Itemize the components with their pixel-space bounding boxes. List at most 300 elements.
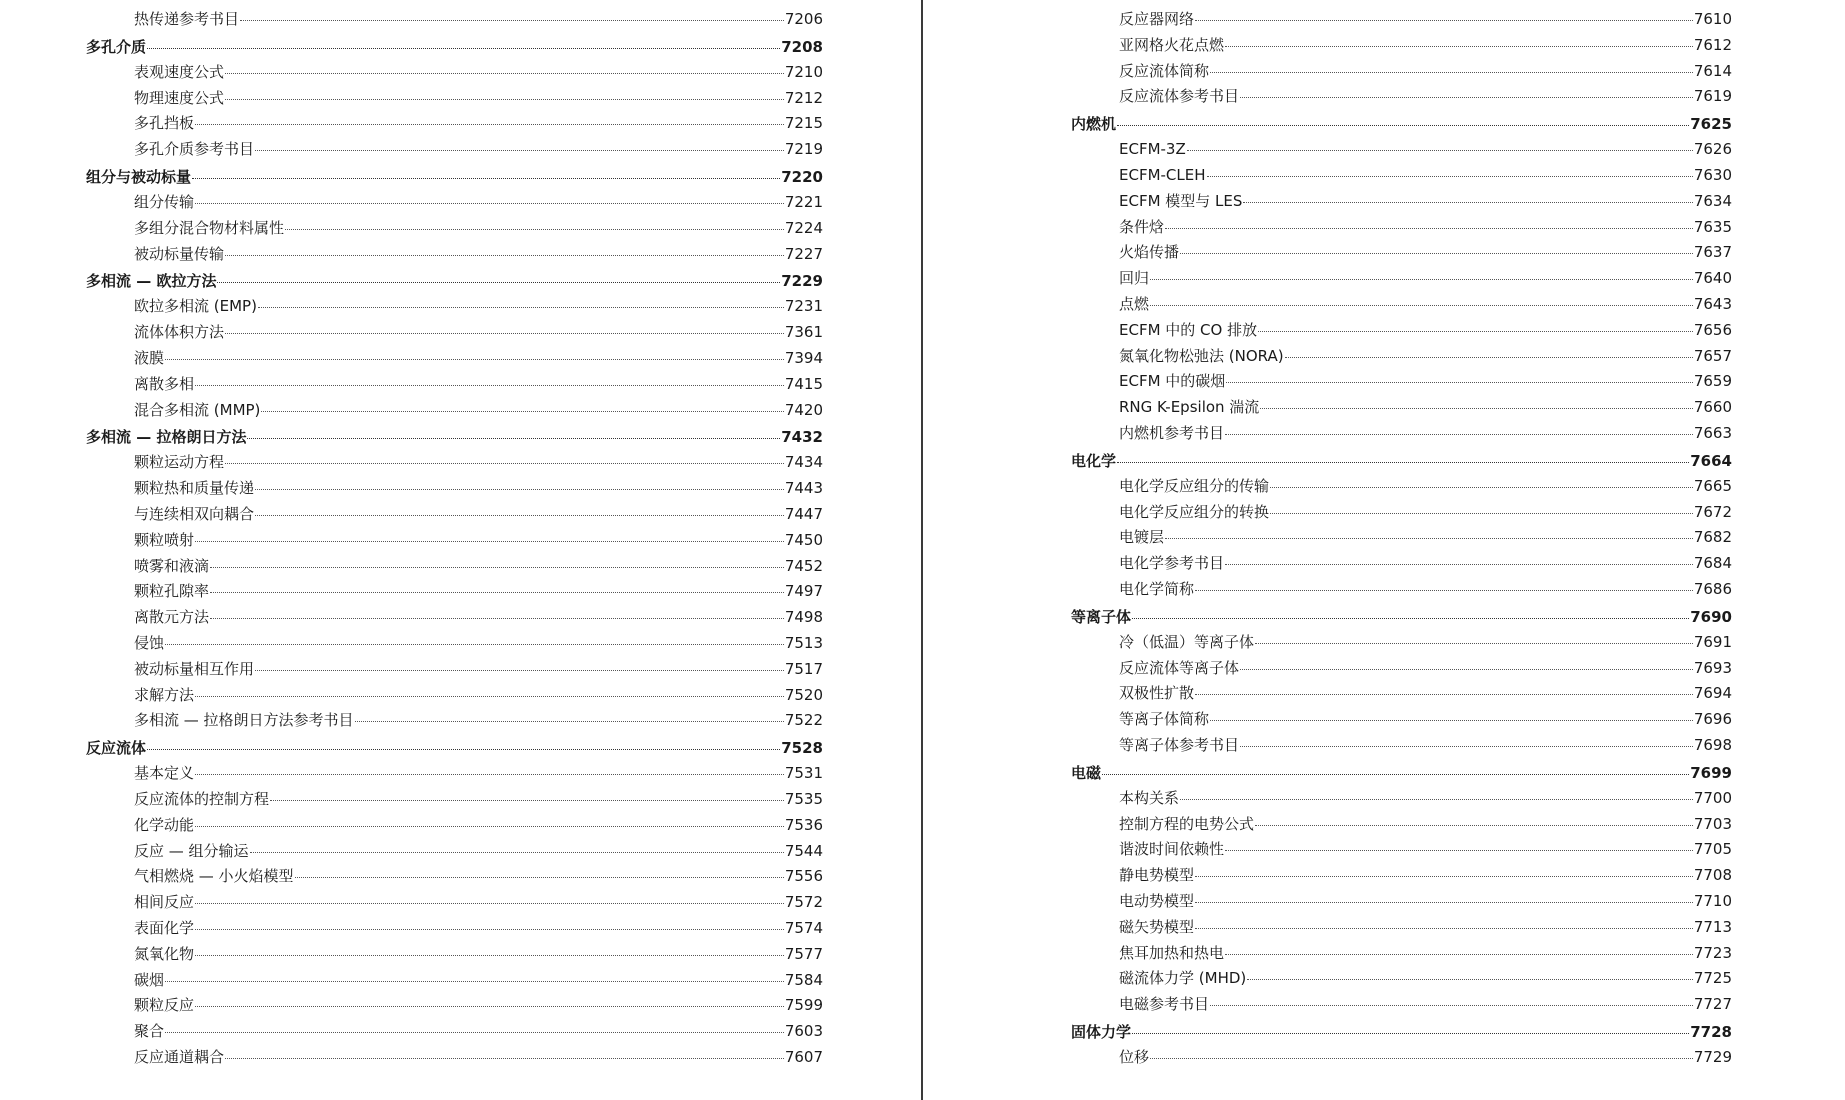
dot-leader [1225, 954, 1693, 955]
toc-entry-label: 磁流体力学 (MHD) [1119, 969, 1247, 988]
toc-entry-label: 氮氧化物 [134, 944, 195, 963]
toc-subsection-entry[interactable] [1071, 707, 1732, 733]
dot-leader [195, 955, 784, 956]
toc-entry-label: 欧拉多相流 (EMP) [134, 297, 257, 316]
toc-page-number: 7498 [784, 608, 823, 627]
toc-entry-label: 多孔介质 [86, 37, 147, 56]
toc-subsection-entry[interactable] [86, 1019, 823, 1045]
toc-subsection-entry[interactable] [86, 839, 823, 865]
toc-entry-label: 组分与被动标量 [86, 167, 192, 186]
toc-entry-label: 多相流 — 拉格朗日方法 [86, 428, 247, 447]
toc-subsection-entry[interactable] [86, 294, 823, 320]
toc-subsection-entry[interactable] [1071, 941, 1732, 967]
toc-subsection-entry[interactable] [86, 111, 823, 137]
toc-subsection-entry[interactable] [86, 346, 823, 372]
toc-section-entry[interactable] [1071, 110, 1732, 137]
toc-page-number: 7710 [1693, 891, 1732, 910]
toc-page-number: 7612 [1693, 35, 1732, 54]
dot-leader [1117, 125, 1689, 126]
toc-page-number: 7663 [1693, 423, 1732, 442]
toc-page-number: 7635 [1693, 217, 1732, 236]
toc-subsection-entry[interactable] [1071, 395, 1732, 421]
dot-leader [1180, 799, 1693, 800]
dot-leader [1270, 487, 1693, 488]
dot-leader [225, 255, 784, 256]
toc-section-entry[interactable] [1071, 1018, 1732, 1045]
toc-entry-label: 反应流体简称 [1119, 61, 1210, 80]
toc-subsection-entry[interactable] [86, 60, 823, 86]
toc-page-number: 7708 [1693, 866, 1732, 885]
toc-page-number: 7528 [781, 739, 823, 758]
toc-subsection-entry[interactable] [86, 86, 823, 112]
toc-subsection-entry[interactable] [86, 476, 823, 502]
toc-subsection-entry[interactable] [86, 7, 823, 33]
dot-leader [1243, 202, 1692, 203]
toc-section-entry[interactable] [1071, 759, 1732, 786]
toc-subsection-entry[interactable] [86, 683, 823, 709]
dot-leader [255, 150, 784, 151]
dot-leader [1150, 1058, 1693, 1059]
toc-page-number: 7659 [1693, 372, 1732, 391]
toc-subsection-entry[interactable] [86, 137, 823, 163]
dot-leader [1240, 669, 1693, 670]
toc-entry-label: 颗粒反应 [134, 996, 195, 1015]
dot-leader [225, 73, 784, 74]
toc-entry-label: ECFM-3Z [1119, 140, 1186, 159]
toc-entry-label: 颗粒热和质量传递 [134, 479, 255, 498]
toc-subsection-entry[interactable] [1071, 863, 1732, 889]
dot-leader [195, 541, 784, 542]
toc-subsection-entry[interactable] [1071, 163, 1732, 189]
toc-section-entry[interactable] [86, 423, 823, 450]
dot-leader [217, 282, 780, 283]
toc-subsection-entry[interactable] [1071, 421, 1732, 447]
toc-entry-label: 内燃机 [1071, 115, 1117, 134]
dot-leader [1210, 72, 1693, 73]
toc-entry-label: 电化学反应组分的转换 [1119, 502, 1270, 521]
dot-leader [247, 438, 780, 439]
toc-page-number: 7607 [784, 1047, 823, 1066]
dot-leader [1150, 305, 1693, 306]
toc-page-number: 7672 [1693, 502, 1732, 521]
toc-subsection-entry[interactable] [1071, 786, 1732, 812]
toc-page-number: 7634 [1693, 191, 1732, 210]
toc-subsection-entry[interactable] [86, 993, 823, 1019]
toc-entry-label: 反应流体参考书目 [1119, 87, 1240, 106]
toc-subsection-entry[interactable] [1071, 240, 1732, 266]
toc-subsection-entry[interactable] [86, 190, 823, 216]
toc-page-number: 7630 [1693, 165, 1732, 184]
toc-entry-label: 谐波时间依赖性 [1119, 840, 1225, 859]
toc-section-entry[interactable] [1071, 603, 1732, 630]
toc-page-number: 7664 [1690, 451, 1732, 470]
toc-page-number: 7513 [784, 633, 823, 652]
dot-leader [240, 20, 784, 21]
dot-leader [195, 696, 784, 697]
dot-leader [1132, 618, 1689, 619]
toc-page-number: 7220 [781, 167, 823, 186]
toc-entry-label: 混合多相流 (MMP) [134, 400, 261, 419]
toc-entry-label: 回归 [1119, 269, 1150, 288]
toc-subsection-entry[interactable] [86, 1045, 823, 1071]
toc-entry-label: 电化学参考书目 [1119, 554, 1225, 573]
toc-page-number: 7713 [1693, 917, 1732, 936]
toc-page-number: 7520 [784, 685, 823, 704]
toc-entry-label: 反应流体 [86, 739, 147, 758]
dot-leader [285, 229, 784, 230]
toc-entry-label: 多孔介质参考书目 [134, 140, 255, 159]
dot-leader [1165, 228, 1693, 229]
toc-entry-label: 表面化学 [134, 918, 195, 937]
toc-section-entry[interactable] [86, 734, 823, 761]
toc-entry-label: 静电势模型 [1119, 866, 1195, 885]
toc-page-number: 7698 [1693, 735, 1732, 754]
toc-subsection-entry[interactable] [1071, 889, 1732, 915]
toc-section-entry[interactable] [86, 267, 823, 294]
toc-subsection-entry[interactable] [86, 890, 823, 916]
toc-entry-label: 冷（低温）等离子体 [1119, 632, 1255, 651]
toc-page-number: 7729 [1693, 1047, 1732, 1066]
toc-subsection-entry[interactable] [86, 242, 823, 268]
toc-subsection-entry[interactable] [1071, 915, 1732, 941]
toc-page-number: 7619 [1693, 87, 1732, 106]
toc-subsection-entry[interactable] [1071, 7, 1732, 33]
toc-subsection-entry[interactable] [86, 631, 823, 657]
toc-subsection-entry[interactable] [86, 502, 823, 528]
toc-entry-label: 氮氧化物松弛法 (NORA) [1119, 346, 1284, 365]
toc-subsection-entry[interactable] [1071, 837, 1732, 863]
toc-entry-label: 热传递参考书目 [134, 10, 240, 28]
toc-entry-label: ECFM 模型与 LES [1119, 191, 1243, 210]
dot-leader [1270, 513, 1693, 514]
dot-leader [1195, 20, 1693, 21]
toc-entry-label: 喷雾和液滴 [134, 556, 210, 575]
dot-leader [1117, 462, 1689, 463]
toc-page-number: 7700 [1693, 788, 1732, 807]
toc-entry-label: 求解方法 [134, 685, 195, 704]
toc-entry-label: 焦耳加热和热电 [1119, 943, 1225, 962]
toc-subsection-entry[interactable] [1071, 630, 1732, 656]
toc-page-number: 7694 [1693, 684, 1732, 703]
dot-leader [1207, 176, 1693, 177]
toc-page-number: 7682 [1693, 528, 1732, 547]
toc-page-number: 7690 [1690, 607, 1732, 626]
toc-entry-label: ECFM-CLEH [1119, 165, 1206, 184]
toc-subsection-entry[interactable] [86, 554, 823, 580]
toc-subsection-entry[interactable] [1071, 812, 1732, 838]
toc-page-number: 7572 [784, 893, 823, 912]
toc-entry-label: 反应 — 组分输运 [134, 841, 249, 860]
toc-subsection-entry[interactable] [86, 320, 823, 346]
toc-subsection-entry[interactable] [1071, 369, 1732, 395]
toc-subsection-entry[interactable] [1071, 189, 1732, 215]
dot-leader [225, 463, 784, 464]
dot-leader [225, 1058, 784, 1059]
toc-subsection-entry[interactable] [86, 968, 823, 994]
toc-entry-label: 内燃机参考书目 [1119, 423, 1225, 442]
toc-page-number: 7212 [784, 88, 823, 107]
toc-entry-label: 控制方程的电势公式 [1119, 814, 1255, 833]
toc-subsection-entry[interactable] [86, 450, 823, 476]
dot-leader [261, 411, 783, 412]
dot-leader [195, 124, 784, 125]
toc-subsection-entry[interactable] [86, 864, 823, 890]
dot-leader [255, 515, 784, 516]
toc-page-number: 7625 [1690, 115, 1732, 134]
toc-page-number: 7723 [1693, 943, 1732, 962]
dot-leader [1132, 1033, 1689, 1034]
dot-leader [1225, 564, 1693, 565]
toc-entry-label: 液膜 [134, 348, 165, 367]
toc-subsection-entry[interactable] [86, 787, 823, 813]
toc-page-number: 7684 [1693, 554, 1732, 573]
toc-entry-label: 颗粒运动方程 [134, 453, 225, 472]
dot-leader [270, 800, 784, 801]
toc-entry-label: 反应器网络 [1119, 10, 1195, 28]
toc-page-number: 7221 [784, 192, 823, 211]
toc-page-number: 7610 [1693, 10, 1732, 28]
toc-subsection-entry[interactable] [1071, 733, 1732, 759]
dot-leader [210, 592, 784, 593]
dot-leader [1195, 694, 1693, 695]
toc-entry-label: 磁矢势模型 [1119, 917, 1195, 936]
toc-entry-label: 等离子体 [1071, 607, 1132, 626]
dot-leader [1285, 357, 1693, 358]
toc-entry-label: 组分传输 [134, 192, 195, 211]
toc-page-number: 7626 [1693, 140, 1732, 159]
toc-subsection-entry[interactable] [1071, 656, 1732, 682]
dot-leader [1225, 850, 1693, 851]
toc-entry-label: 表观速度公式 [134, 62, 225, 81]
toc-page-number: 7420 [784, 400, 823, 419]
dot-leader [165, 359, 784, 360]
toc-subsection-entry[interactable] [1071, 318, 1732, 344]
dot-leader [1180, 253, 1693, 254]
toc-entry-label: 电化学 [1071, 451, 1117, 470]
dot-leader [1255, 643, 1693, 644]
dot-leader [1255, 825, 1693, 826]
toc-subsection-entry[interactable] [86, 708, 823, 734]
toc-entry-label: 化学动能 [134, 815, 195, 834]
toc-section-entry[interactable] [1071, 447, 1732, 474]
dot-leader [355, 721, 784, 722]
toc-subsection-entry[interactable] [1071, 500, 1732, 526]
dot-leader [165, 1032, 784, 1033]
toc-entry-label: 被动标量传输 [134, 244, 225, 263]
toc-page-number: 7637 [1693, 243, 1732, 262]
toc-subsection-entry[interactable] [86, 605, 823, 631]
toc-page-number: 7657 [1693, 346, 1732, 365]
toc-entry-label: 电镀层 [1119, 528, 1165, 547]
toc-page-number: 7703 [1693, 814, 1732, 833]
dot-leader [1187, 150, 1693, 151]
toc-subsection-entry[interactable] [1071, 474, 1732, 500]
toc-entry-label: RNG K-Epsilon 湍流 [1119, 398, 1260, 417]
toc-subsection-entry[interactable] [86, 216, 823, 242]
toc-page-number: 7574 [784, 918, 823, 937]
toc-entry-label: 本构关系 [1119, 788, 1180, 807]
toc-page-number: 7660 [1693, 398, 1732, 417]
dot-leader [195, 826, 784, 827]
toc-entry-label: 流体体积方法 [134, 323, 225, 342]
toc-page-number: 7434 [784, 453, 823, 472]
toc-page-number: 7229 [781, 272, 823, 291]
toc-list-right [1071, 7, 1732, 1071]
dot-leader [1195, 902, 1693, 903]
dot-leader [225, 333, 784, 334]
toc-entry-label: 条件焓 [1119, 217, 1165, 236]
toc-page-number: 7656 [1693, 320, 1732, 339]
toc-page-number: 7206 [784, 10, 823, 28]
toc-subsection-entry[interactable] [86, 761, 823, 787]
toc-page-number: 7556 [784, 867, 823, 886]
toc-entry-label: 侵蚀 [134, 633, 165, 652]
toc-subsection-entry[interactable] [1071, 292, 1732, 318]
toc-subsection-entry[interactable] [1071, 84, 1732, 110]
toc-subsection-entry[interactable] [1071, 525, 1732, 551]
toc-entry-label: 与连续相双向耦合 [134, 504, 255, 523]
dot-leader [1102, 774, 1689, 775]
dot-leader [1195, 876, 1693, 877]
toc-page-number: 7665 [1693, 476, 1732, 495]
dot-leader [147, 48, 780, 49]
toc-subsection-entry[interactable] [1071, 992, 1732, 1018]
toc-entry-label: 多组分混合物材料属性 [134, 218, 285, 237]
toc-entry-label: 基本定义 [134, 764, 195, 783]
dot-leader [1210, 1005, 1693, 1006]
toc-subsection-entry[interactable] [1071, 681, 1732, 707]
dot-leader [195, 1006, 784, 1007]
toc-entry-label: ECFM 中的 CO 排放 [1119, 320, 1258, 339]
toc-subsection-entry[interactable] [1071, 344, 1732, 370]
toc-page-number: 7210 [784, 62, 823, 81]
toc-page-number: 7219 [784, 140, 823, 159]
dot-leader [165, 644, 784, 645]
toc-page-number: 7577 [784, 944, 823, 963]
toc-entry-label: 双极性扩散 [1119, 684, 1195, 703]
toc-entry-label: 离散元方法 [134, 608, 210, 627]
toc-page-number: 7614 [1693, 61, 1732, 80]
dot-leader [195, 385, 784, 386]
toc-subsection-entry[interactable] [1071, 266, 1732, 292]
dot-leader [225, 99, 784, 100]
page-divider [921, 0, 923, 1100]
toc-page-number: 7699 [1690, 763, 1732, 782]
toc-page-number: 7450 [784, 530, 823, 549]
dot-leader [210, 618, 784, 619]
toc-entry-label: 相间反应 [134, 893, 195, 912]
toc-entry-label: 固体力学 [1071, 1022, 1132, 1041]
toc-page-number: 7452 [784, 556, 823, 575]
dot-leader [1240, 746, 1693, 747]
toc-page-number: 7443 [784, 479, 823, 498]
toc-subsection-entry[interactable] [86, 916, 823, 942]
dot-leader [250, 852, 784, 853]
toc-subsection-entry[interactable] [1071, 577, 1732, 603]
toc-entry-label: 多相流 — 拉格朗日方法参考书目 [134, 711, 354, 730]
toc-entry-label: ECFM 中的碳烟 [1119, 372, 1226, 391]
dot-leader [195, 903, 784, 904]
dot-leader [1260, 408, 1693, 409]
toc-page-number: 7447 [784, 504, 823, 523]
toc-entry-label: 电磁参考书目 [1119, 995, 1210, 1014]
toc-page-number: 7727 [1693, 995, 1732, 1014]
dot-leader [1210, 720, 1693, 721]
toc-page-number: 7231 [784, 297, 823, 316]
toc-page-number: 7696 [1693, 710, 1732, 729]
toc-entry-label: 火焰传播 [1119, 243, 1180, 262]
toc-section-entry[interactable] [86, 33, 823, 60]
toc-entry-label: 位移 [1119, 1047, 1150, 1066]
toc-subsection-entry[interactable] [86, 398, 823, 424]
toc-entry-label: 反应流体等离子体 [1119, 658, 1240, 677]
toc-list-left [86, 7, 823, 1071]
toc-page-number: 7691 [1693, 632, 1732, 651]
toc-subsection-entry[interactable] [86, 528, 823, 554]
toc-page-number: 7535 [784, 789, 823, 808]
toc-page-number: 7394 [784, 348, 823, 367]
toc-subsection-entry[interactable] [1071, 215, 1732, 241]
toc-page-number: 7215 [784, 114, 823, 133]
toc-subsection-entry[interactable] [86, 372, 823, 398]
toc-entry-label: 多孔挡板 [134, 114, 195, 133]
toc-entry-label: 多相流 — 欧拉方法 [86, 272, 217, 291]
toc-page-number: 7361 [784, 323, 823, 342]
toc-entry-label: 等离子体简称 [1119, 710, 1210, 729]
toc-page-number: 7544 [784, 841, 823, 860]
toc-section-entry[interactable] [86, 163, 823, 190]
toc-entry-label: 颗粒孔隙率 [134, 582, 210, 601]
dot-leader [255, 489, 784, 490]
toc-subsection-entry[interactable] [86, 579, 823, 605]
toc-entry-label: 被动标量相互作用 [134, 659, 255, 678]
toc-page-number: 7599 [784, 996, 823, 1015]
toc-page-number: 7536 [784, 815, 823, 834]
toc-page-number: 7224 [784, 218, 823, 237]
dot-leader [1165, 538, 1693, 539]
toc-entry-label: 亚网格火花点燃 [1119, 35, 1225, 54]
right-page [925, 0, 1845, 1100]
toc-subsection-entry[interactable] [1071, 551, 1732, 577]
dot-leader [295, 877, 784, 878]
dot-leader [165, 981, 784, 982]
dot-leader [258, 307, 784, 308]
toc-subsection-entry[interactable] [1071, 33, 1732, 59]
toc-entry-label: 物理速度公式 [134, 88, 225, 107]
toc-page-number: 7705 [1693, 840, 1732, 859]
toc-page-number: 7643 [1693, 294, 1732, 313]
toc-subsection-entry[interactable] [86, 942, 823, 968]
dot-leader [1258, 331, 1693, 332]
toc-page-number: 7584 [784, 970, 823, 989]
toc-subsection-entry[interactable] [86, 657, 823, 683]
toc-subsection-entry[interactable] [1071, 1045, 1732, 1071]
dot-leader [1247, 979, 1693, 980]
toc-subsection-entry[interactable] [1071, 59, 1732, 85]
toc-page-number: 7603 [784, 1022, 823, 1041]
dot-leader [1225, 46, 1693, 47]
dot-leader [1226, 382, 1693, 383]
toc-page-number: 7693 [1693, 658, 1732, 677]
toc-page-number: 7725 [1693, 969, 1732, 988]
toc-subsection-entry[interactable] [86, 813, 823, 839]
left-page [0, 0, 922, 1100]
toc-entry-label: 颗粒喷射 [134, 530, 195, 549]
toc-entry-label: 电动势模型 [1119, 891, 1195, 910]
dot-leader [1195, 928, 1693, 929]
toc-subsection-entry[interactable] [1071, 966, 1732, 992]
toc-subsection-entry[interactable] [1071, 137, 1732, 163]
